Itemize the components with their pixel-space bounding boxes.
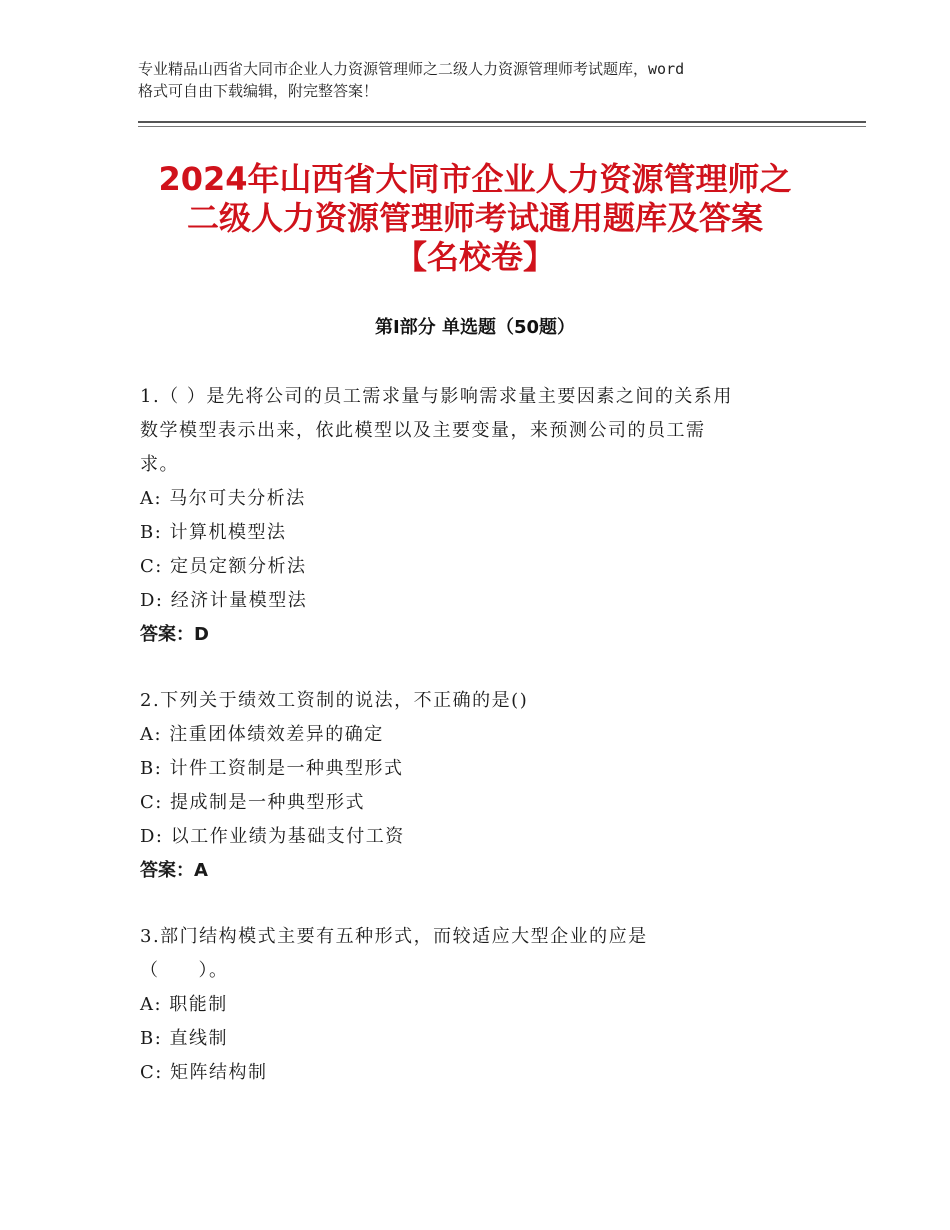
header-note <box>138 58 838 102</box>
option-b: B: 计件工资制是一种典型形式 <box>140 758 404 779</box>
document-title-line-2: 二级人力资源管理师考试通用题库及答案 <box>186 199 763 237</box>
answer-label: 答案：A <box>140 860 208 881</box>
header-note-line-2: 格式可自由下载编辑，附完整答案！ <box>138 82 379 100</box>
section-heading: 第Ⅰ部分 单选题（50题） <box>374 317 575 338</box>
question-stem: 2.下列关于绩效工资制的说法，不正确的是() <box>140 690 529 711</box>
header-divider-thick <box>138 121 866 123</box>
option-c: C: 提成制是一种典型形式 <box>140 792 366 813</box>
question-stem: 3.部门结构模式主要有五种形式，而较适应大型企业的应是 （ ）。 <box>140 926 648 981</box>
question-1 <box>140 380 820 652</box>
option-d: D: 经济计量模型法 <box>140 590 308 611</box>
option-c: C: 矩阵结构制 <box>140 1062 268 1083</box>
answer-label: 答案：D <box>140 624 209 645</box>
option-c: C: 定员定额分析法 <box>140 556 307 577</box>
option-b: B: 直线制 <box>140 1028 229 1049</box>
option-b: B: 计算机模型法 <box>140 522 287 543</box>
option-d: D: 以工作业绩为基础支付工资 <box>140 826 405 847</box>
document-title <box>100 160 850 277</box>
header-divider-thin <box>138 126 866 127</box>
option-a: A: 马尔可夫分析法 <box>140 488 306 509</box>
option-a: A: 注重团体绩效差异的确定 <box>140 724 384 745</box>
question-stem: 1.（ ）是先将公司的员工需求量与影响需求量主要因素之间的关系用 数学模型表示出来，依此模型以及主要变量，来预测公司的员工需 求。 <box>140 386 733 475</box>
option-a: A: 职能制 <box>140 994 228 1015</box>
document-title-line-3: 【名校卷】 <box>394 238 555 276</box>
header-note-line-1: 专业精品山西省大同市企业人力资源管理师之二级人力资源管理师考试题库，word <box>138 60 685 78</box>
question-3 <box>140 920 820 1090</box>
document-title-line-1: 2024年山西省大同市企业人力资源管理师之 <box>158 160 792 198</box>
question-list <box>140 380 820 1122</box>
question-2 <box>140 684 820 888</box>
